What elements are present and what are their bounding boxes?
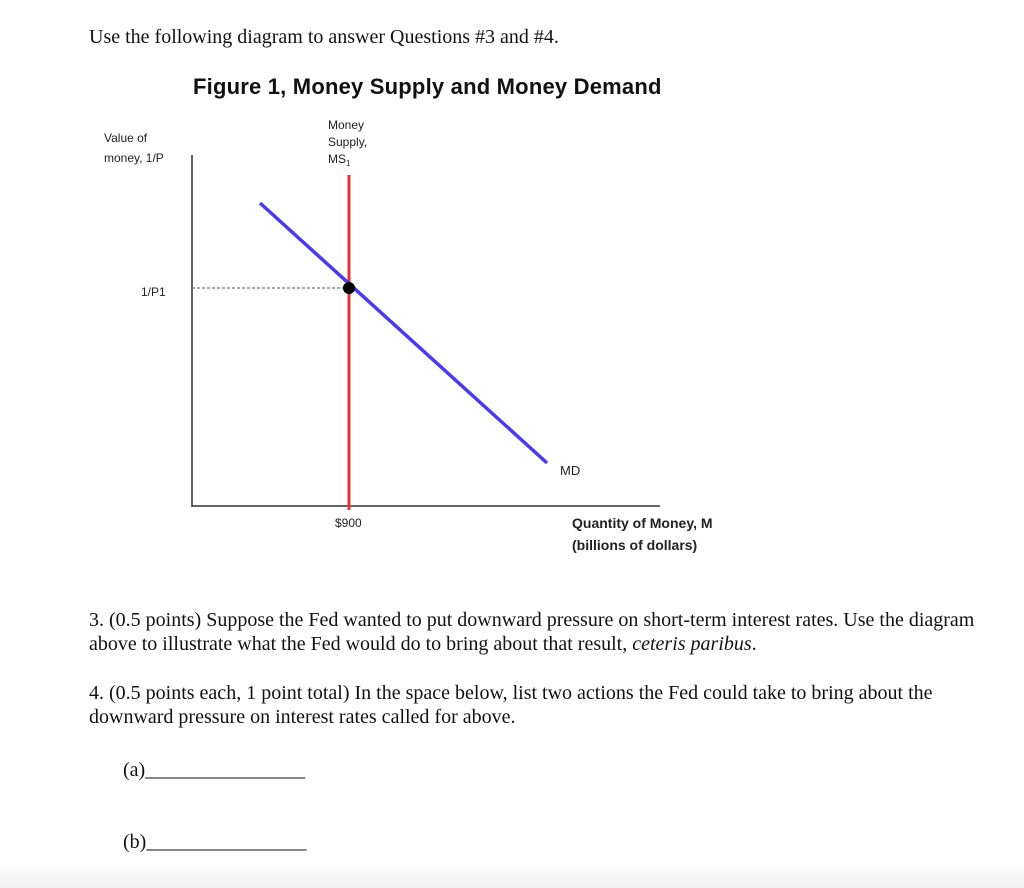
x-tick-label: $900 bbox=[335, 516, 362, 530]
answer-blank-a[interactable]: (a)________________ bbox=[123, 759, 306, 781]
answer-blank-b[interactable]: (b)________________ bbox=[123, 831, 307, 853]
y-axis-label-line1: Value of bbox=[104, 131, 148, 145]
figure-title: Figure 1, Money Supply and Money Demand bbox=[193, 74, 662, 99]
question-3-end: . bbox=[751, 633, 757, 655]
intro-text: Use the following diagram to answer Questions #3 and #4. bbox=[89, 26, 559, 48]
y-axis-label-line2: money, 1/P bbox=[104, 151, 164, 165]
ms-label-line3 bbox=[328, 152, 351, 168]
question-3-italic: ceteris paribus bbox=[632, 633, 752, 655]
page-bottom-shade bbox=[0, 860, 1024, 888]
x-axis-label-line1: Quantity of Money, M bbox=[572, 515, 713, 531]
md-label: MD bbox=[560, 463, 581, 478]
ms-label-subscript: 1 bbox=[346, 159, 351, 168]
ms-label-line2: Supply, bbox=[328, 135, 368, 149]
ms-label-main: MS bbox=[328, 152, 346, 166]
x-axis-label-line2: (billions of dollars) bbox=[572, 537, 698, 553]
question-3-text: 3. (0.5 points) Suppose the Fed wanted to put downward pressure on short-term interest rates. Use the diagram above to illustrate what the Fed would do to bring about that result, bbox=[89, 609, 975, 655]
equilibrium-point bbox=[343, 282, 355, 294]
ms-label-line1: Money bbox=[328, 118, 365, 132]
y-tick-label: 1/P1 bbox=[141, 285, 166, 299]
money-demand-line bbox=[260, 203, 547, 463]
question-3 bbox=[89, 608, 989, 656]
question-4: 4. (0.5 points each, 1 point total) In the space below, list two actions the Fed could take to bring about the downward pressure on interest rates called for above. bbox=[89, 682, 933, 728]
